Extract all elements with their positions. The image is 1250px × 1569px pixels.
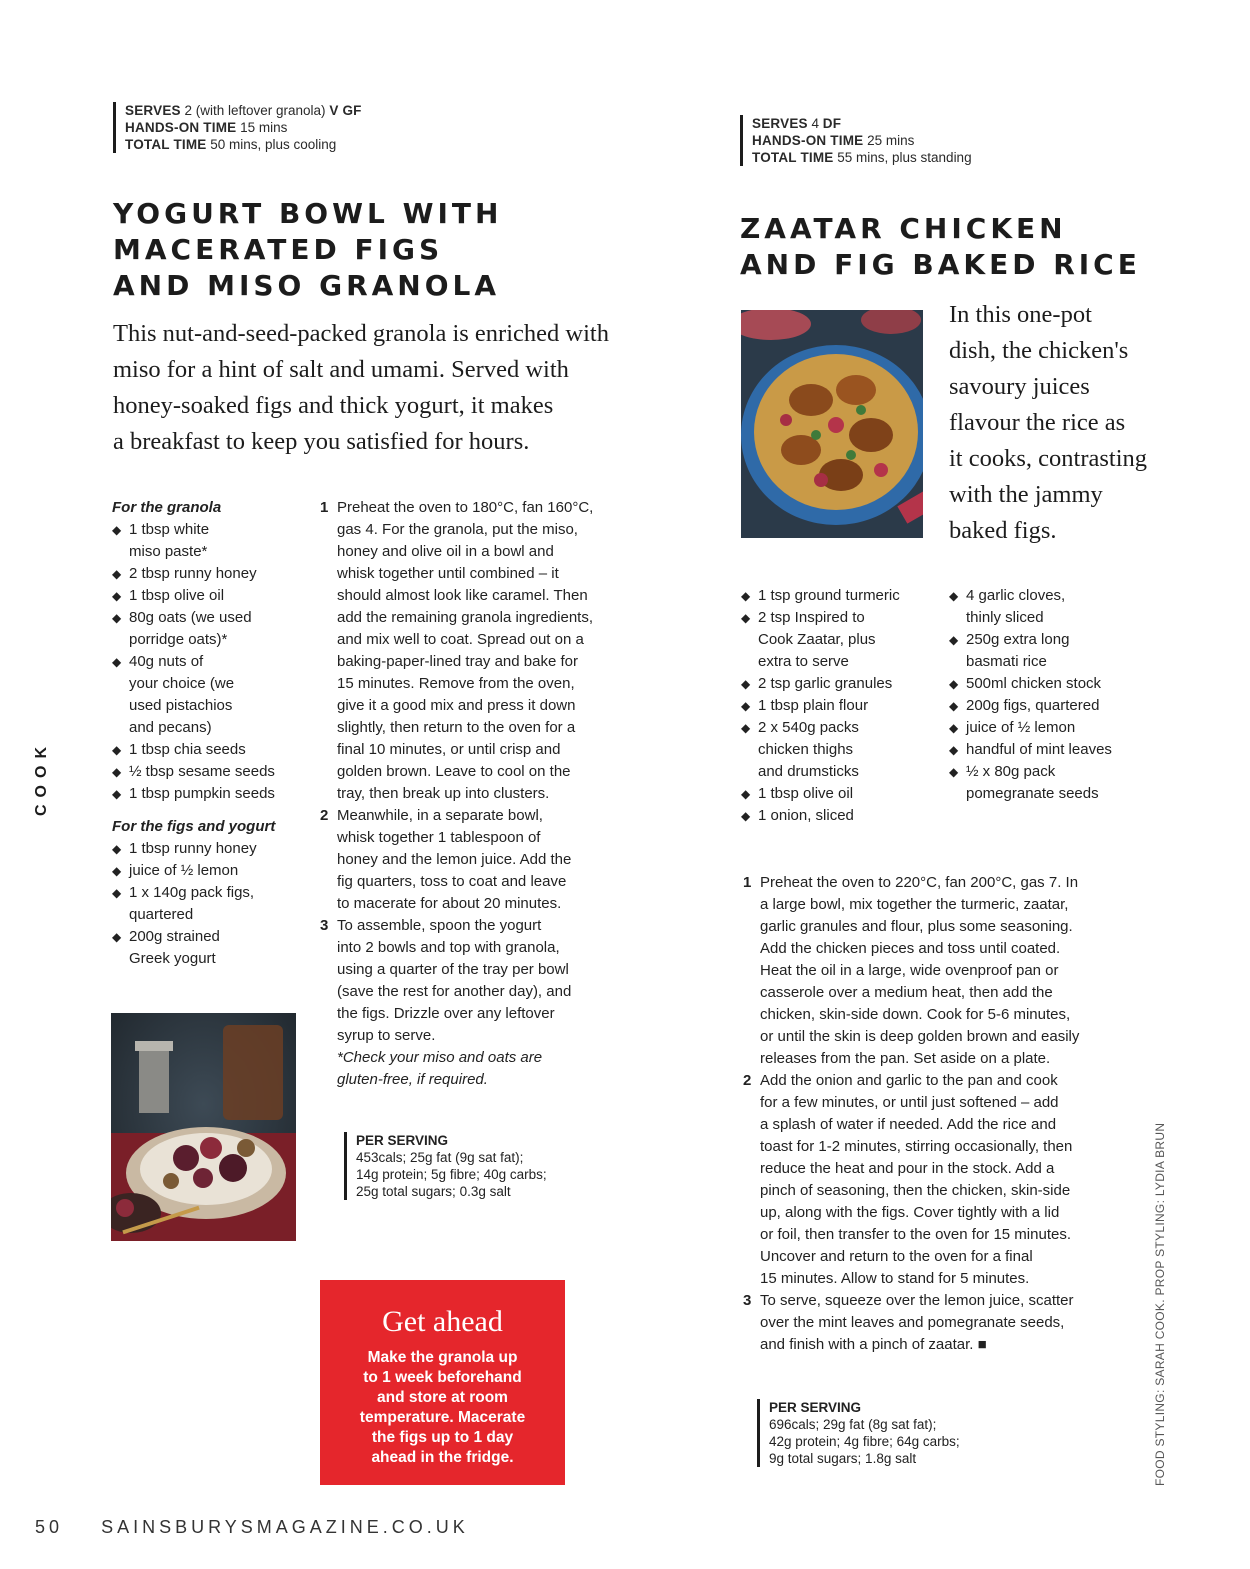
method-step: 1 Preheat the oven to 180°C, fan 160°C, gas 4. For the granola, put the miso, honey and olive oil in a bowl and whisk together until combined – it should almost look like caramel. Then add the remaining granola ingredients, and mix well to coat. Spread out on a baking-paper-lined tray and bake for 15 minutes. Remove from the oven, give it a good mix and press it down slightly, then return to the oven for a final 10 minutes, or until crisp and golden brown. Leave to cool on the tray, then break up into clusters.	[320, 499, 594, 802]
photo-credits: FOOD STYLING: SARAH COOK. PROP STYLING: LYDIA BRUN	[1153, 1122, 1167, 1486]
ingredient-item: ◆ 1 onion, sliced	[741, 805, 941, 827]
left-method	[320, 497, 620, 1091]
right-recipe-title: ZAATAR CHICKEN AND FIG BAKED RICE	[740, 212, 1141, 281]
method-step: 2 Add the onion and garlic to the pan and cook for a few minutes, or until just softened – add a splash of water if needed. Add the rice and toast for 1-2 minutes, stirring occasionally, then reduce the heat and pour in the stock. Add a pinch of seasoning, then the chicken, skin-side up, along with the figs. Cover tightly with a lid or foil, then transfer to the oven for 15 minutes. Uncover and return to the oven for a final 15 minutes. Allow to stand for 5 minutes.	[743, 1072, 1073, 1287]
ingredient-item: ◆ 1 tbsp olive oil	[741, 783, 941, 805]
site-url: SAINSBURYSMAGAZINE.CO.UK	[101, 1517, 469, 1537]
ingredient-item: ◆ 1 x 140g pack figs, quartered	[112, 882, 312, 926]
ingredient-item: ◆ juice of ½ lemon	[112, 860, 312, 882]
right-ingredients-col2	[949, 585, 1169, 805]
ingredient-item: ◆ juice of ½ lemon	[949, 717, 1169, 739]
ingredient-item: ◆ 1 tbsp white miso paste*	[112, 519, 312, 563]
zaatar-chicken-photo	[741, 310, 923, 538]
ingredient-item: ◆ 500ml chicken stock	[949, 673, 1169, 695]
ingredient-item: ◆ 2 tbsp runny honey	[112, 563, 312, 585]
ingredient-item: ◆ ½ tbsp sesame seeds	[112, 761, 312, 783]
ingredient-item: ◆ 200g strained Greek yogurt	[112, 926, 312, 970]
granola-heading: For the granola	[112, 499, 222, 516]
yogurt-bowl-photo	[111, 1013, 296, 1241]
ingredient-item: ◆ 4 garlic cloves, thinly sliced	[949, 585, 1169, 629]
hands-on-line: HANDS-ON TIME 15 mins	[125, 120, 288, 135]
serves-line: SERVES 4 DF	[752, 116, 842, 131]
gluten-note: *Check your miso and oats are gluten-free, if required.	[337, 1049, 543, 1088]
right-ingredients-col1	[741, 585, 941, 827]
right-method	[743, 872, 1138, 1356]
ingredient-item: ◆ 2 tsp garlic granules	[741, 673, 941, 695]
get-ahead-box	[320, 1280, 565, 1485]
left-recipe-meta	[113, 102, 362, 153]
ingredient-item: ◆ 1 tsp ground turmeric	[741, 585, 941, 607]
method-step: 3 To assemble, spoon the yogurt into 2 bowls and top with granola, using a quarter of the tray per bowl (save the rest for another day), and the figs. Drizzle over any leftover syrup to serve.	[320, 917, 572, 1044]
page-number: 50	[35, 1517, 64, 1537]
ingredient-item: ◆ handful of mint leaves	[949, 739, 1169, 761]
ingredient-item: ◆ 1 tbsp runny honey	[112, 838, 312, 860]
left-nutrition: PER SERVING 453cals; 25g fat (9g sat fat); 14g protein; 5g fibre; 40g carbs; 25g total sugars; 0.3g salt	[344, 1132, 547, 1200]
ingredient-item: ◆ 1 tbsp olive oil	[112, 585, 312, 607]
section-label: COOK	[33, 740, 50, 816]
method-step: 2 Meanwhile, in a separate bowl, whisk together 1 tablespoon of honey and the lemon juice. Add the fig quarters, toss to coat and leave to macerate for about 20 minutes.	[320, 807, 572, 912]
right-recipe-meta	[740, 115, 972, 166]
figs-heading: For the figs and yogurt	[112, 818, 276, 835]
method-step: 1 Preheat the oven to 220°C, fan 200°C, gas 7. In a large bowl, mix together the turmeric, zaatar, garlic granules and flour, plus some seasoning. Add the chicken pieces and toss until coated. Heat the oil in a large, wide ovenproof pan or casserole over a medium heat, then add the chicken, skin-side down. Cook for 5-6 minutes, or until the skin is deep golden brown and easily releases from the pan. Set aside on a plate.	[743, 874, 1080, 1067]
ingredient-item: ◆ 250g extra long basmati rice	[949, 629, 1169, 673]
ingredient-item: ◆ 2 x 540g packs chicken thighs and drumsticks	[741, 717, 941, 783]
ingredient-item: ◆ 40g nuts of your choice (we used pistachios and pecans)	[112, 651, 312, 739]
ingredient-item: ◆ 80g oats (we used porridge oats)*	[112, 607, 312, 651]
ingredient-item: ◆ 1 tbsp plain flour	[741, 695, 941, 717]
method-step: 3 To serve, squeeze over the lemon juice, scatter over the mint leaves and pomegranate seeds, and finish with a pinch of zaatar. ■	[743, 1292, 1074, 1353]
serves-line: SERVES 2 (with leftover granola) V GF	[125, 103, 362, 118]
left-ingredients	[112, 497, 312, 970]
ingredient-item: ◆ 1 tbsp pumpkin seeds	[112, 783, 312, 805]
total-time-line: TOTAL TIME 55 mins, plus standing	[752, 150, 972, 165]
total-time-line: TOTAL TIME 50 mins, plus cooling	[125, 137, 337, 152]
left-recipe-title: YOGURT BOWL WITH MACERATED FIGS AND MISO GRANOLA	[113, 197, 503, 302]
ingredient-item: ◆ 200g figs, quartered	[949, 695, 1169, 717]
get-ahead-text: Make the granola up to 1 week beforehand and store at room temperature. Macerate the figs up to 1 day ahead in the fridge.	[359, 1349, 526, 1466]
ingredient-item: ◆ 1 tbsp chia seeds	[112, 739, 312, 761]
hands-on-line: HANDS-ON TIME 25 mins	[752, 133, 915, 148]
ingredient-item: ◆ ½ x 80g pack pomegranate seeds	[949, 761, 1169, 805]
ingredient-item: ◆ 2 tsp Inspired to Cook Zaatar, plus extra to serve	[741, 607, 941, 673]
left-recipe-intro: This nut-and-seed-packed granola is enriched with miso for a hint of salt and umami. Served with honey-soaked figs and thick yogurt, it makes a breakfast to keep you satisfied for hours.	[113, 320, 609, 455]
get-ahead-heading: Get ahead	[382, 1305, 503, 1338]
page-footer	[35, 1517, 469, 1538]
right-recipe-intro: In this one-pot dish, the chicken's savoury juices flavour the rice as it cooks, contrasting with the jammy baked figs.	[949, 301, 1148, 544]
right-nutrition: PER SERVING 696cals; 29g fat (8g sat fat); 42g protein; 4g fibre; 64g carbs; 9g total sugars; 1.8g salt	[757, 1399, 960, 1467]
